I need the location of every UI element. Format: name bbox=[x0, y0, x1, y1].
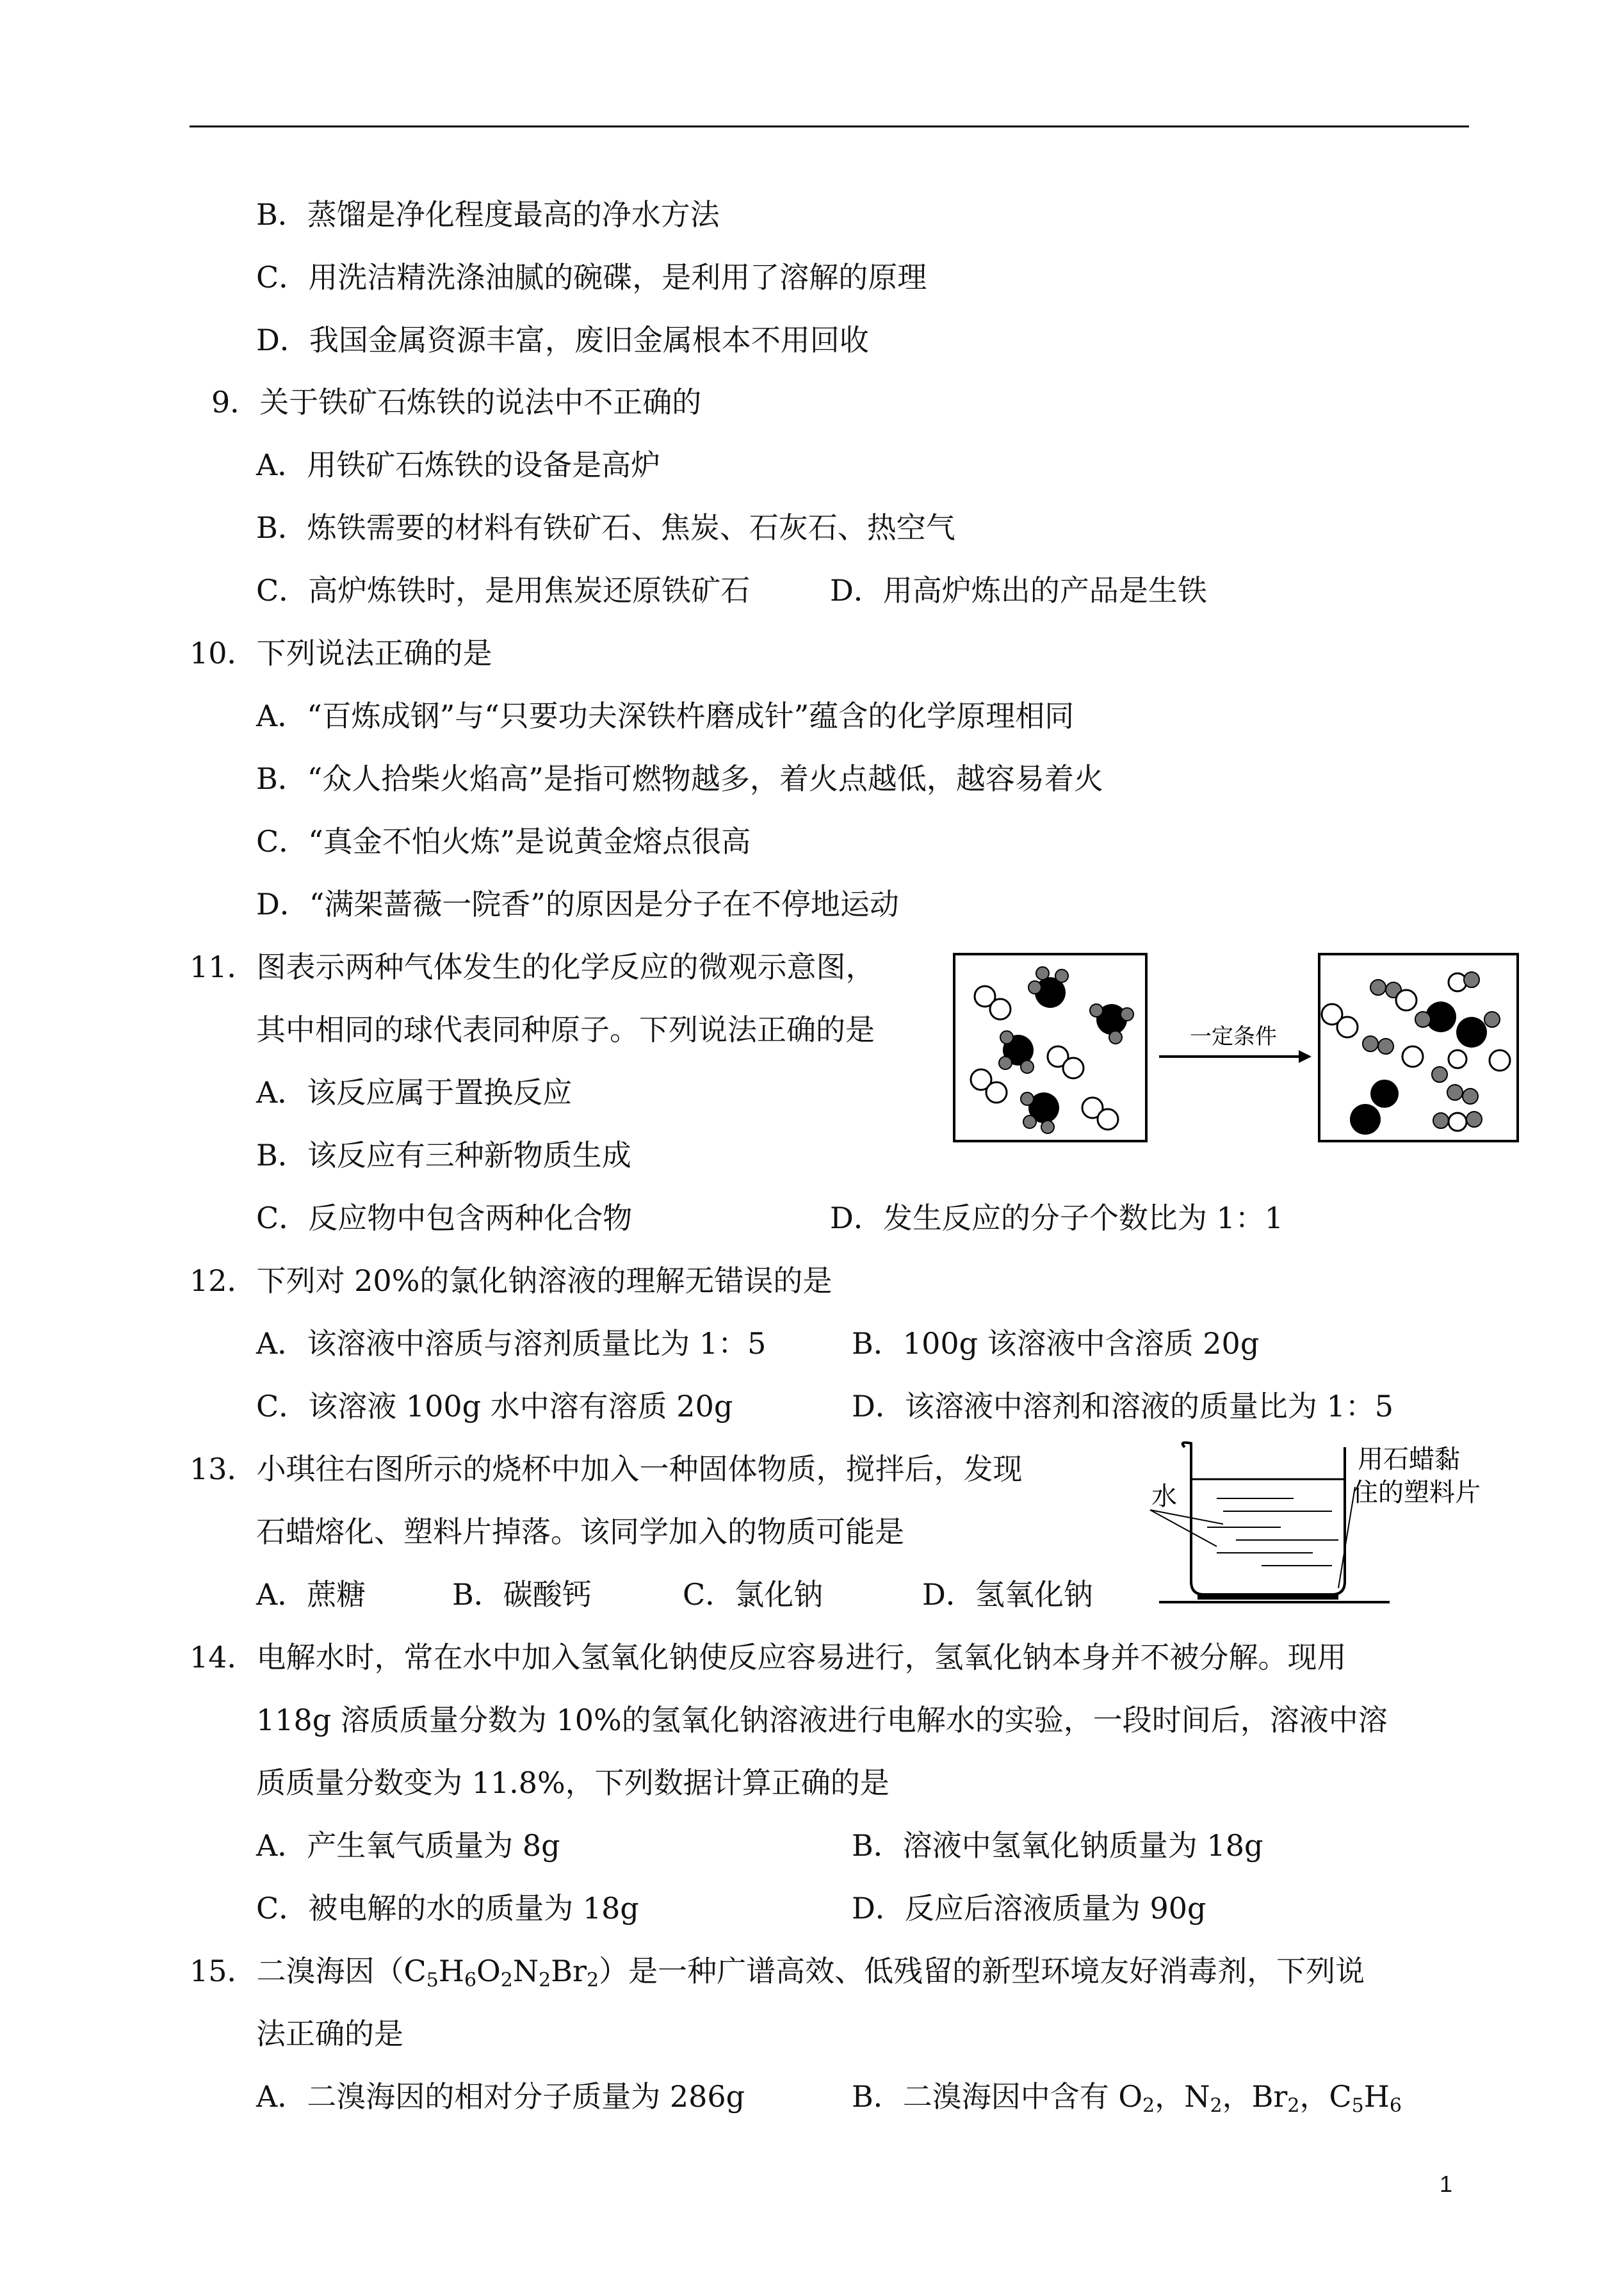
header-rule bbox=[190, 126, 1469, 127]
formula-o-count: 2 bbox=[500, 1969, 513, 1991]
q10-stem: 10．下列说法正确的是 bbox=[190, 636, 492, 670]
q8-option-c: C．用洗洁精洗涤油腻的碗碟，是利用了溶解的原理 bbox=[256, 260, 927, 295]
q11-option-c: C．反应物中包含两种化合物 bbox=[256, 1201, 633, 1235]
q15-option-b: B．二溴海因中含有 $O_2$，$N_2$，$Br_2$，$C_5H_6$ bbox=[852, 2079, 1402, 2117]
q13-stem-line1: 13．小琪往右图所示的烧杯中加入一种固体物质，搅拌后，发现 bbox=[190, 1452, 1023, 1486]
reaction-diagram bbox=[948, 948, 1524, 1153]
formula-h-count: 6 bbox=[464, 1969, 477, 1991]
q14-option-c: C．被电解的水的质量为 18g bbox=[256, 1891, 639, 1926]
q8-option-b: B．蒸馏是净化程度最高的净水方法 bbox=[256, 197, 720, 232]
b-br2-sub: 2 bbox=[1287, 2095, 1300, 2117]
q9-option-c: C．高炉炼铁时，是用焦炭还原铁矿石 bbox=[256, 573, 751, 608]
q8-option-d: D．我国金属资源丰富，废旧金属根本不用回收 bbox=[256, 323, 869, 357]
q13-option-b: B．碳酸钙 bbox=[452, 1577, 592, 1612]
product-box bbox=[1319, 954, 1518, 1141]
q9-option-a: A．用铁矿石炼铁的设备是高炉 bbox=[256, 448, 661, 482]
b-h6-sub: 6 bbox=[1389, 2095, 1402, 2117]
q15-stem-line1: 15．二溴海因$(C_5H_6O_2N_2Br_2)$是一种广谱高效、低残留的新型环境友好消毒剂，下列说 bbox=[190, 1954, 1365, 1991]
q10-option-d: D．“满架蔷薇一院香”的原因是分子在不停地运动 bbox=[256, 887, 899, 921]
q14-option-b: B．溶液中氢氧化钠质量为 18g bbox=[852, 1828, 1263, 1863]
q14-stem-line3: 质质量分数变为 11.8%，下列数据计算正确的是 bbox=[256, 1765, 889, 1800]
b-n2-sub: 2 bbox=[1210, 2095, 1222, 2117]
q15-option-a: A．二溴海因的相对分子质量为 286g bbox=[256, 2079, 745, 2114]
q13-option-a: A．蔗糖 bbox=[256, 1577, 366, 1612]
water-label: 水 bbox=[1151, 1482, 1177, 1511]
q9-option-d: D．用高炉炼出的产品是生铁 bbox=[830, 573, 1207, 608]
q12-option-b: B．100g 该溶液中含溶质 20g bbox=[852, 1326, 1260, 1361]
plate-label-line2: 住的塑料片 bbox=[1352, 1478, 1481, 1507]
q15-stem-prefix: 15．二溴海因（C bbox=[190, 1954, 426, 1988]
q9-stem: 9．关于铁矿石炼铁的说法中不正确的 bbox=[211, 385, 702, 419]
q11-option-d: D．发生反应的分子个数比为 1：1 bbox=[830, 1201, 1284, 1235]
reaction-arrow bbox=[1159, 1024, 1311, 1063]
q14-option-a: A．产生氧气质量为 8g bbox=[256, 1828, 560, 1863]
b-c5-sub: 5 bbox=[1351, 2095, 1364, 2117]
plate-label-line1: 用石蜡黏 bbox=[1358, 1445, 1460, 1474]
q14-stem-line2: 118g 溶质质量分数为 10%的氢氧化钠溶液进行电解水的实验，一段时间后，溶液中溶 bbox=[256, 1703, 1388, 1737]
q15-stem-line2: 法正确的是 bbox=[256, 2016, 403, 2051]
q14-option-d: D．反应后溶液质量为 90g bbox=[852, 1891, 1206, 1926]
q10-option-a: A．“百炼成钢”与“只要功夫深铁杵磨成针”蕴含的化学原理相同 bbox=[256, 699, 1075, 733]
q13-stem-line2: 石蜡熔化、塑料片掉落。该同学加入的物质可能是 bbox=[256, 1514, 904, 1549]
reactant-box bbox=[954, 954, 1146, 1141]
formula-br-count: 2 bbox=[587, 1969, 599, 1991]
q10-option-c: C．“真金不怕火炼”是说黄金熔点很高 bbox=[256, 824, 751, 859]
arrow-condition-label: 一定条件 bbox=[1190, 1024, 1277, 1050]
q10-option-b: B．“众人拾柴火焰高”是指可燃物越多，着火点越低，越容易着火 bbox=[256, 761, 1103, 796]
q13-option-d: D．氢氧化钠 bbox=[922, 1577, 1093, 1612]
q12-option-d: D．该溶液中溶剂和溶液的质量比为 1：5 bbox=[852, 1389, 1394, 1423]
q12-stem: 12．下列对 20%的氯化钠溶液的理解无错误的是 bbox=[190, 1263, 832, 1298]
q15-option-b-text: B．二溴海因中含有 O bbox=[852, 2079, 1143, 2114]
formula-c-count: 5 bbox=[426, 1969, 439, 1991]
q11-stem-line1: 11．图表示两种气体发生的化学反应的微观示意图， bbox=[190, 950, 875, 984]
q11-option-a: A．该反应属于置换反应 bbox=[256, 1075, 572, 1110]
b-o2-sub: 2 bbox=[1142, 2095, 1155, 2117]
beaker bbox=[1150, 1443, 1345, 1594]
q12-option-c: C．该溶液 100g 水中溶有溶质 20g bbox=[256, 1389, 733, 1423]
q11-option-b: B．该反应有三种新物质生成 bbox=[256, 1138, 631, 1172]
beaker-diagram bbox=[1146, 1434, 1505, 1607]
page-number: 1 bbox=[1440, 2171, 1453, 2197]
q14-stem-line1: 14．电解水时，常在水中加入氢氧化钠使反应容易进行，氢氧化钠本身并不被分解。现用 bbox=[190, 1640, 1347, 1675]
q15-stem-suffix: ）是一种广谱高效、低残留的新型环境友好消毒剂，下列说 bbox=[599, 1954, 1365, 1988]
q12-option-a: A．该溶液中溶质与溶剂质量比为 1：5 bbox=[256, 1326, 767, 1361]
q9-option-b: B．炼铁需要的材料有铁矿石、焦炭、石灰石、热空气 bbox=[256, 510, 955, 545]
q11-stem-line2: 其中相同的球代表同种原子。下列说法正确的是 bbox=[256, 1012, 875, 1047]
formula-n-count: 2 bbox=[539, 1969, 551, 1991]
q13-option-c: C．氯化钠 bbox=[683, 1577, 824, 1612]
